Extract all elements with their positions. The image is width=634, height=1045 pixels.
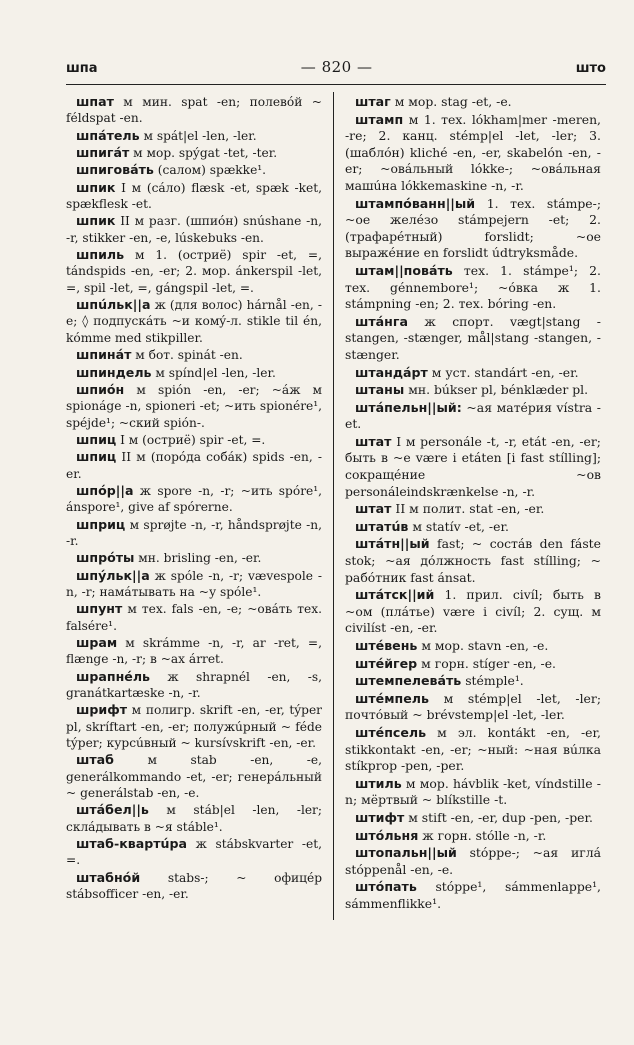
entry-headword: шпинáт bbox=[76, 347, 132, 363]
entry-headword: шпиц bbox=[76, 431, 117, 447]
dictionary-entry bbox=[345, 314, 601, 364]
entry-headword: шпиль bbox=[76, 247, 125, 263]
dictionary-entry bbox=[66, 669, 322, 702]
entry-definition: (салом) spække¹. bbox=[153, 163, 267, 178]
entry-definition: мн. búkser pl, bénklæder pl. bbox=[404, 382, 589, 398]
dictionary-entry bbox=[345, 501, 601, 518]
dictionary-entry bbox=[66, 517, 322, 550]
entry-definition: м spión -en, -er; ~áж м spionáge -n, spioneri -et; ~ить spionére¹, spéjde¹; ~ский spión-. bbox=[66, 382, 322, 430]
dictionary-entry bbox=[345, 810, 601, 827]
entry-headword: шпунт bbox=[76, 601, 123, 617]
dictionary-entry bbox=[66, 213, 322, 246]
dictionary-entry bbox=[66, 752, 322, 801]
dictionary-entry bbox=[345, 536, 601, 586]
entry-definition: ж (для волос) hárnål -en, -e; ◊ подпускáть ~и комý-л. stikle til én, kómme med stikpiller. bbox=[66, 298, 322, 345]
entry-headword: штéмпель bbox=[355, 690, 429, 706]
entry-definition: м мор. stavn -en, -e. bbox=[417, 638, 549, 653]
left-running-headword: шпа bbox=[66, 61, 98, 76]
entry-headword: шпиндель bbox=[76, 364, 152, 380]
entry-headword: штифт bbox=[355, 809, 405, 825]
entry-definition: stémple¹. bbox=[461, 673, 524, 689]
dictionary-entry bbox=[66, 180, 322, 213]
entry-headword: штат bbox=[355, 501, 392, 517]
entry-headword: штáтн||ый bbox=[355, 536, 430, 552]
entry-headword: штáтск||ий bbox=[355, 587, 435, 603]
entry-definition: м 1. (остриё) spir -et, =, tándspids -en, -er; 2. мор. ánkerspil -let, =, spil -let, =, gángspil -let, =. bbox=[66, 248, 322, 295]
dictionary-entry bbox=[66, 601, 322, 634]
entry-definition: II м разг. (шпиóн) snúshane -n, -r, stikker -en, -e, lúskebuks -en. bbox=[66, 214, 322, 245]
entry-headword: шпáтель bbox=[76, 127, 140, 143]
entry-headword: штáнга bbox=[355, 313, 408, 329]
dictionary-entry bbox=[66, 702, 322, 751]
entry-headword: штамп bbox=[355, 111, 404, 127]
entry-headword: штиль bbox=[355, 775, 402, 791]
entry-definition: ж горн. stólle -n, -r. bbox=[418, 827, 547, 843]
entry-definition: тех. 1. stámpe¹; 2. тех. génnembore¹; ~óвка ж 1. stámpning -en; 2. тех. bóring -en. bbox=[345, 262, 601, 312]
right-column bbox=[345, 94, 601, 914]
entry-definition: м skrámme -n, -r, ar -ret, =, flænge -n, -r; в ~ах árret. bbox=[66, 636, 322, 667]
entry-headword: штатúв bbox=[355, 518, 409, 534]
entry-definition: м горн. stíger -en, -e. bbox=[417, 655, 556, 671]
entry-headword: шпик bbox=[76, 213, 116, 229]
entry-headword: шпиóн bbox=[76, 381, 125, 397]
dictionary-entry bbox=[66, 94, 322, 127]
entry-headword: штампóванн||ый bbox=[355, 195, 476, 211]
entry-definition: stóppe¹, sámmenlappe¹, sámmenflikke¹. bbox=[345, 879, 601, 911]
entry-definition: м statív -et, -er. bbox=[408, 518, 509, 534]
entry-definition: I м personále -t, -r, etát -en, -er; быть в ~е være i etáten [i fast stílling]; сокращéние ~ов personáleindskrænkelse -n, -r. bbox=[345, 433, 601, 499]
left-column bbox=[66, 94, 322, 904]
entry-headword: шрам bbox=[76, 635, 118, 650]
entry-headword: шпиговáть bbox=[76, 162, 154, 178]
entry-headword: шпúльк||а bbox=[76, 297, 151, 313]
dictionary-entry bbox=[66, 432, 322, 448]
dictionary-entry bbox=[345, 196, 601, 262]
entry-headword: шрифт bbox=[76, 702, 128, 718]
entry-definition: I м (остриё) spir -et, =. bbox=[116, 432, 266, 447]
entry-definition: ж спорт. vægt|stang -stangen, -stænger, mål|stang -stangen, -stænger. bbox=[345, 313, 601, 362]
dictionary-entry bbox=[66, 550, 322, 566]
dictionary-entry bbox=[345, 691, 601, 724]
dictionary-entry bbox=[66, 449, 322, 482]
entry-definition: м мор. hávblik -ket, víndstille -n; мёртвый ~ blíkstille -t. bbox=[345, 775, 601, 808]
dictionary-entry bbox=[345, 776, 601, 809]
entry-headword: штóпать bbox=[355, 879, 417, 895]
dictionary-entry bbox=[345, 845, 601, 878]
dictionary-entry bbox=[66, 347, 322, 363]
dictionary-entry bbox=[345, 638, 601, 655]
dictionary-entry bbox=[66, 382, 322, 431]
entry-definition: ж spore -n, -r; ~ить spóre¹, ánspore¹, give af spórerne. bbox=[66, 483, 322, 515]
entry-headword: штáбел||ь bbox=[76, 802, 149, 818]
entry-definition: м тех. fals -en, -e; ~овáть тех. falsére¹. bbox=[66, 602, 322, 633]
dictionary-entry bbox=[345, 587, 601, 637]
entry-definition: ж shrapnél -en, -s, granátkartæske -n, -r. bbox=[66, 669, 322, 701]
entry-headword: штат bbox=[355, 433, 392, 449]
entry-headword: штабнóй bbox=[76, 869, 141, 885]
entry-definition: м полигр. skrift -en, -er, týper pl, skríftart -en, -er; полужúрный ~ féde týper; курсúвный ~ kursívskrift -en, -er. bbox=[66, 703, 322, 751]
column-divider bbox=[333, 92, 334, 920]
dictionary-entry bbox=[345, 656, 601, 673]
dictionary-entry bbox=[345, 365, 601, 382]
header-rule bbox=[66, 84, 606, 85]
dictionary-entry bbox=[66, 297, 322, 346]
dictionary-entry bbox=[345, 519, 601, 536]
entry-definition: II м (порóда собáк) spids -en, -er. bbox=[66, 450, 322, 481]
entry-headword: штéйгер bbox=[355, 655, 418, 671]
dictionary-entry bbox=[66, 145, 322, 161]
page-number: — 820 — bbox=[300, 58, 373, 76]
entry-definition: 1. прил. civíl; быть в ~ом (плáтье) være i civíl; 2. сущ. м civilíst -en, -er. bbox=[345, 587, 601, 636]
entry-headword: шпрóты bbox=[76, 550, 135, 566]
dictionary-entry bbox=[66, 802, 322, 835]
dictionary-entry bbox=[345, 94, 601, 111]
entry-definition: I м (сáло) flæsk -et, spæk -ket, spækflesk -et. bbox=[66, 180, 322, 212]
entry-definition: fast; ~ состáв den fáste stok; ~ая дóлжность fast stílling; ~ рабóтник fast ánsat. bbox=[345, 536, 601, 585]
entry-headword: штам||повáть bbox=[355, 262, 453, 278]
entry-definition: м spínd|el -len, -ler. bbox=[151, 365, 276, 380]
dictionary-entry bbox=[66, 128, 322, 144]
entry-definition: м sprøjte -n, -r, håndsprøjte -n, -r. bbox=[66, 517, 322, 548]
entry-headword: штаг bbox=[355, 94, 391, 109]
entry-definition: м эл. kontákt -en, -er, stikkontakt -en, -er; ~ный: ~ная вúлка stíkprop -pen, -per. bbox=[345, 724, 601, 774]
dictionary-entry bbox=[345, 263, 601, 313]
dictionary-entry bbox=[345, 400, 601, 433]
entry-headword: шпиц bbox=[76, 449, 117, 465]
entry-headword: шпат bbox=[76, 94, 114, 109]
entry-headword: штаб-квартúра bbox=[76, 836, 188, 852]
entry-definition: м мор. spýgat -tet, -ter. bbox=[129, 146, 278, 161]
dictionary-entry bbox=[66, 836, 322, 869]
entry-definition: м уст. standárt -en, -er. bbox=[427, 364, 579, 380]
dictionary-entry bbox=[345, 382, 601, 399]
entry-definition: 1. тех. stámpe-; ~ое желéзо stámpejern -et; 2. (трафарéтный) forslidt; ~ое выражéние en forslidt údtryksmåde. bbox=[345, 195, 601, 261]
entry-headword: шприц bbox=[76, 516, 126, 532]
entry-headword: штемпелевáть bbox=[355, 673, 462, 689]
dictionary-entry bbox=[345, 879, 601, 912]
dictionary-entry bbox=[345, 725, 601, 775]
entry-headword: штаны bbox=[355, 382, 405, 398]
entry-definition: ~ая матéрия vístra -et. bbox=[345, 399, 601, 432]
entry-definition: м мор. stag -et, -e. bbox=[390, 94, 512, 109]
entry-definition: м stáb|el -len, -ler; склáдывать в ~я stáble¹. bbox=[66, 803, 322, 834]
dictionary-entry bbox=[66, 365, 322, 381]
entry-headword: шпýльк||а bbox=[76, 567, 150, 583]
entry-headword: штаб bbox=[76, 752, 114, 768]
entry-headword: штáпельн||ый: bbox=[355, 399, 462, 415]
entry-headword: шпигáт bbox=[76, 145, 130, 161]
entry-headword: штéпсель bbox=[355, 724, 427, 740]
entry-headword: шпóр||а bbox=[76, 482, 134, 498]
entry-definition: stabs-; ~ офицéр stábsofficer -en, -er. bbox=[66, 870, 322, 902]
entry-definition: ж stábskvarter -et, =. bbox=[66, 837, 322, 868]
dictionary-entry bbox=[66, 568, 322, 601]
dictionary-entry bbox=[345, 828, 601, 845]
entry-definition: stóppe-; ~ая иглá stóppenål -en, -e. bbox=[345, 845, 601, 877]
dictionary-entry bbox=[345, 434, 601, 500]
entry-definition: мн. brisling -en, -er. bbox=[134, 551, 262, 566]
dictionary-entry bbox=[66, 247, 322, 296]
entry-definition: м мин. spat -en; полевóй ~ féldspat -en. bbox=[66, 95, 322, 126]
entry-headword: шпик bbox=[76, 179, 116, 195]
entry-definition: II м полит. stat -en, -er. bbox=[391, 501, 545, 517]
entry-headword: штандáрт bbox=[355, 364, 428, 380]
dictionary-entry bbox=[66, 870, 322, 903]
dictionary-entry bbox=[345, 673, 601, 690]
entry-definition: м stift -en, -er, dup -pen, -per. bbox=[404, 809, 593, 825]
entry-headword: шрапнéль bbox=[76, 668, 151, 684]
entry-definition: ж spóle -n, -r; vævespole -n, -r; намáтывать на ~у spóle¹. bbox=[66, 568, 322, 599]
entry-headword: штéвень bbox=[355, 638, 418, 653]
entry-definition: м spát|el -len, -ler. bbox=[139, 128, 257, 143]
entry-definition: м stémp|el -let, -ler; почтóвый ~ brévstemp|el -let, -ler. bbox=[345, 690, 601, 723]
right-running-headword: што bbox=[575, 61, 606, 76]
entry-headword: штóльня bbox=[355, 827, 419, 843]
entry-definition: м 1. тех. lókham|mer -meren, -re; 2. канц. stémp|el -let, -ler; 3. (шаблóн) kliché -en, -er, skabelón -en, -er; ~овáльный lókke-; ~овáльная машúна lókkemaskine -n, -r. bbox=[345, 111, 601, 193]
entry-definition: м stab -en, -e, generálkommando -et, -er; генерáльный ~ generálstab -en, -e. bbox=[66, 753, 322, 801]
entry-headword: штопальн||ый bbox=[355, 845, 457, 861]
dictionary-entry bbox=[66, 483, 322, 516]
dictionary-entry bbox=[66, 162, 322, 178]
running-head bbox=[66, 58, 606, 76]
dictionary-entry bbox=[345, 112, 601, 195]
entry-definition: м бот. spinát -en. bbox=[131, 348, 243, 363]
dictionary-entry bbox=[66, 635, 322, 668]
